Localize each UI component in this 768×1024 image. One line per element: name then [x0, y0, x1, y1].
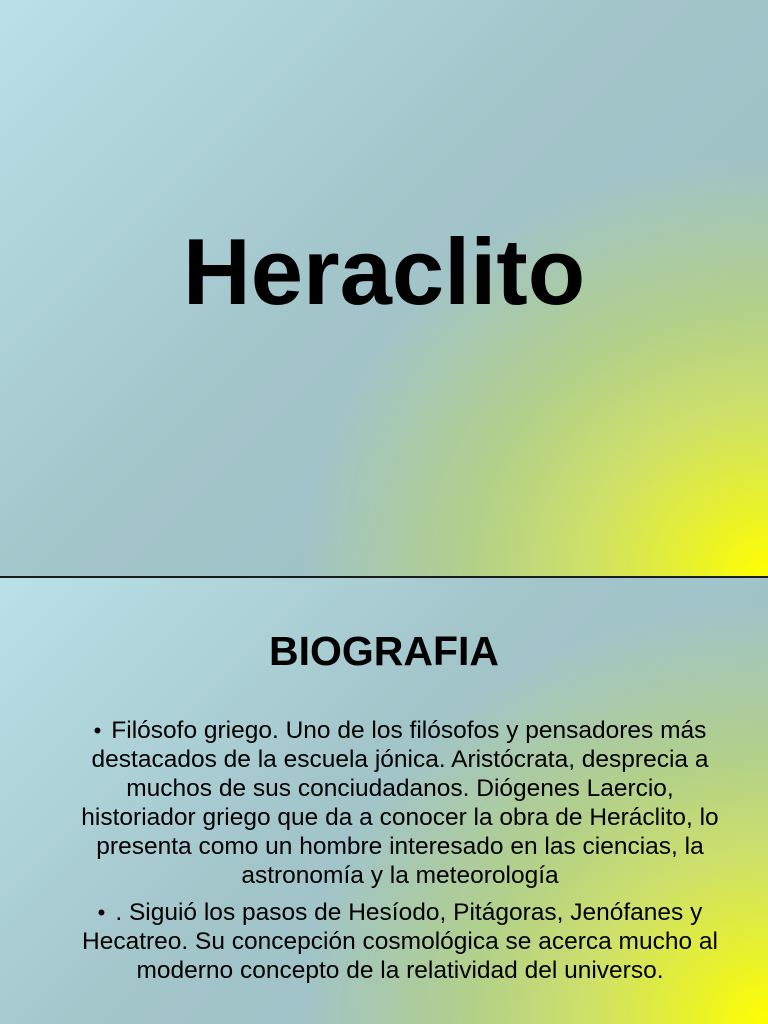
bullet-text: Filósofo griego. Uno de los filósofos y pensadores más destacados de la escuela jónica. Aristócrata, desprecia a muchos de sus conciudadanos. Diógenes Laercio, historiador griego que da a conocer la obra de Heráclito, lo presenta como un hombre interesado en las ciencias, la astronomía y la meteorología — [81, 717, 719, 889]
bullet-item — [70, 898, 730, 985]
bullet-item — [70, 716, 730, 890]
bullet-list — [70, 716, 730, 993]
bullet-icon: • — [97, 900, 106, 925]
slide-heading: BIOGRAFIA — [268, 628, 500, 674]
bullet-icon: • — [93, 718, 102, 743]
biography-slide — [0, 578, 768, 1024]
slide-title: Heraclito — [182, 219, 586, 324]
bullet-text: . Siguió los pasos de Hesíodo, Pitágoras, Jenófanes y Hecatreo. Su concepción cosmológica se acerca mucho al moderno concepto de la relatividad del universo. — [82, 899, 718, 984]
